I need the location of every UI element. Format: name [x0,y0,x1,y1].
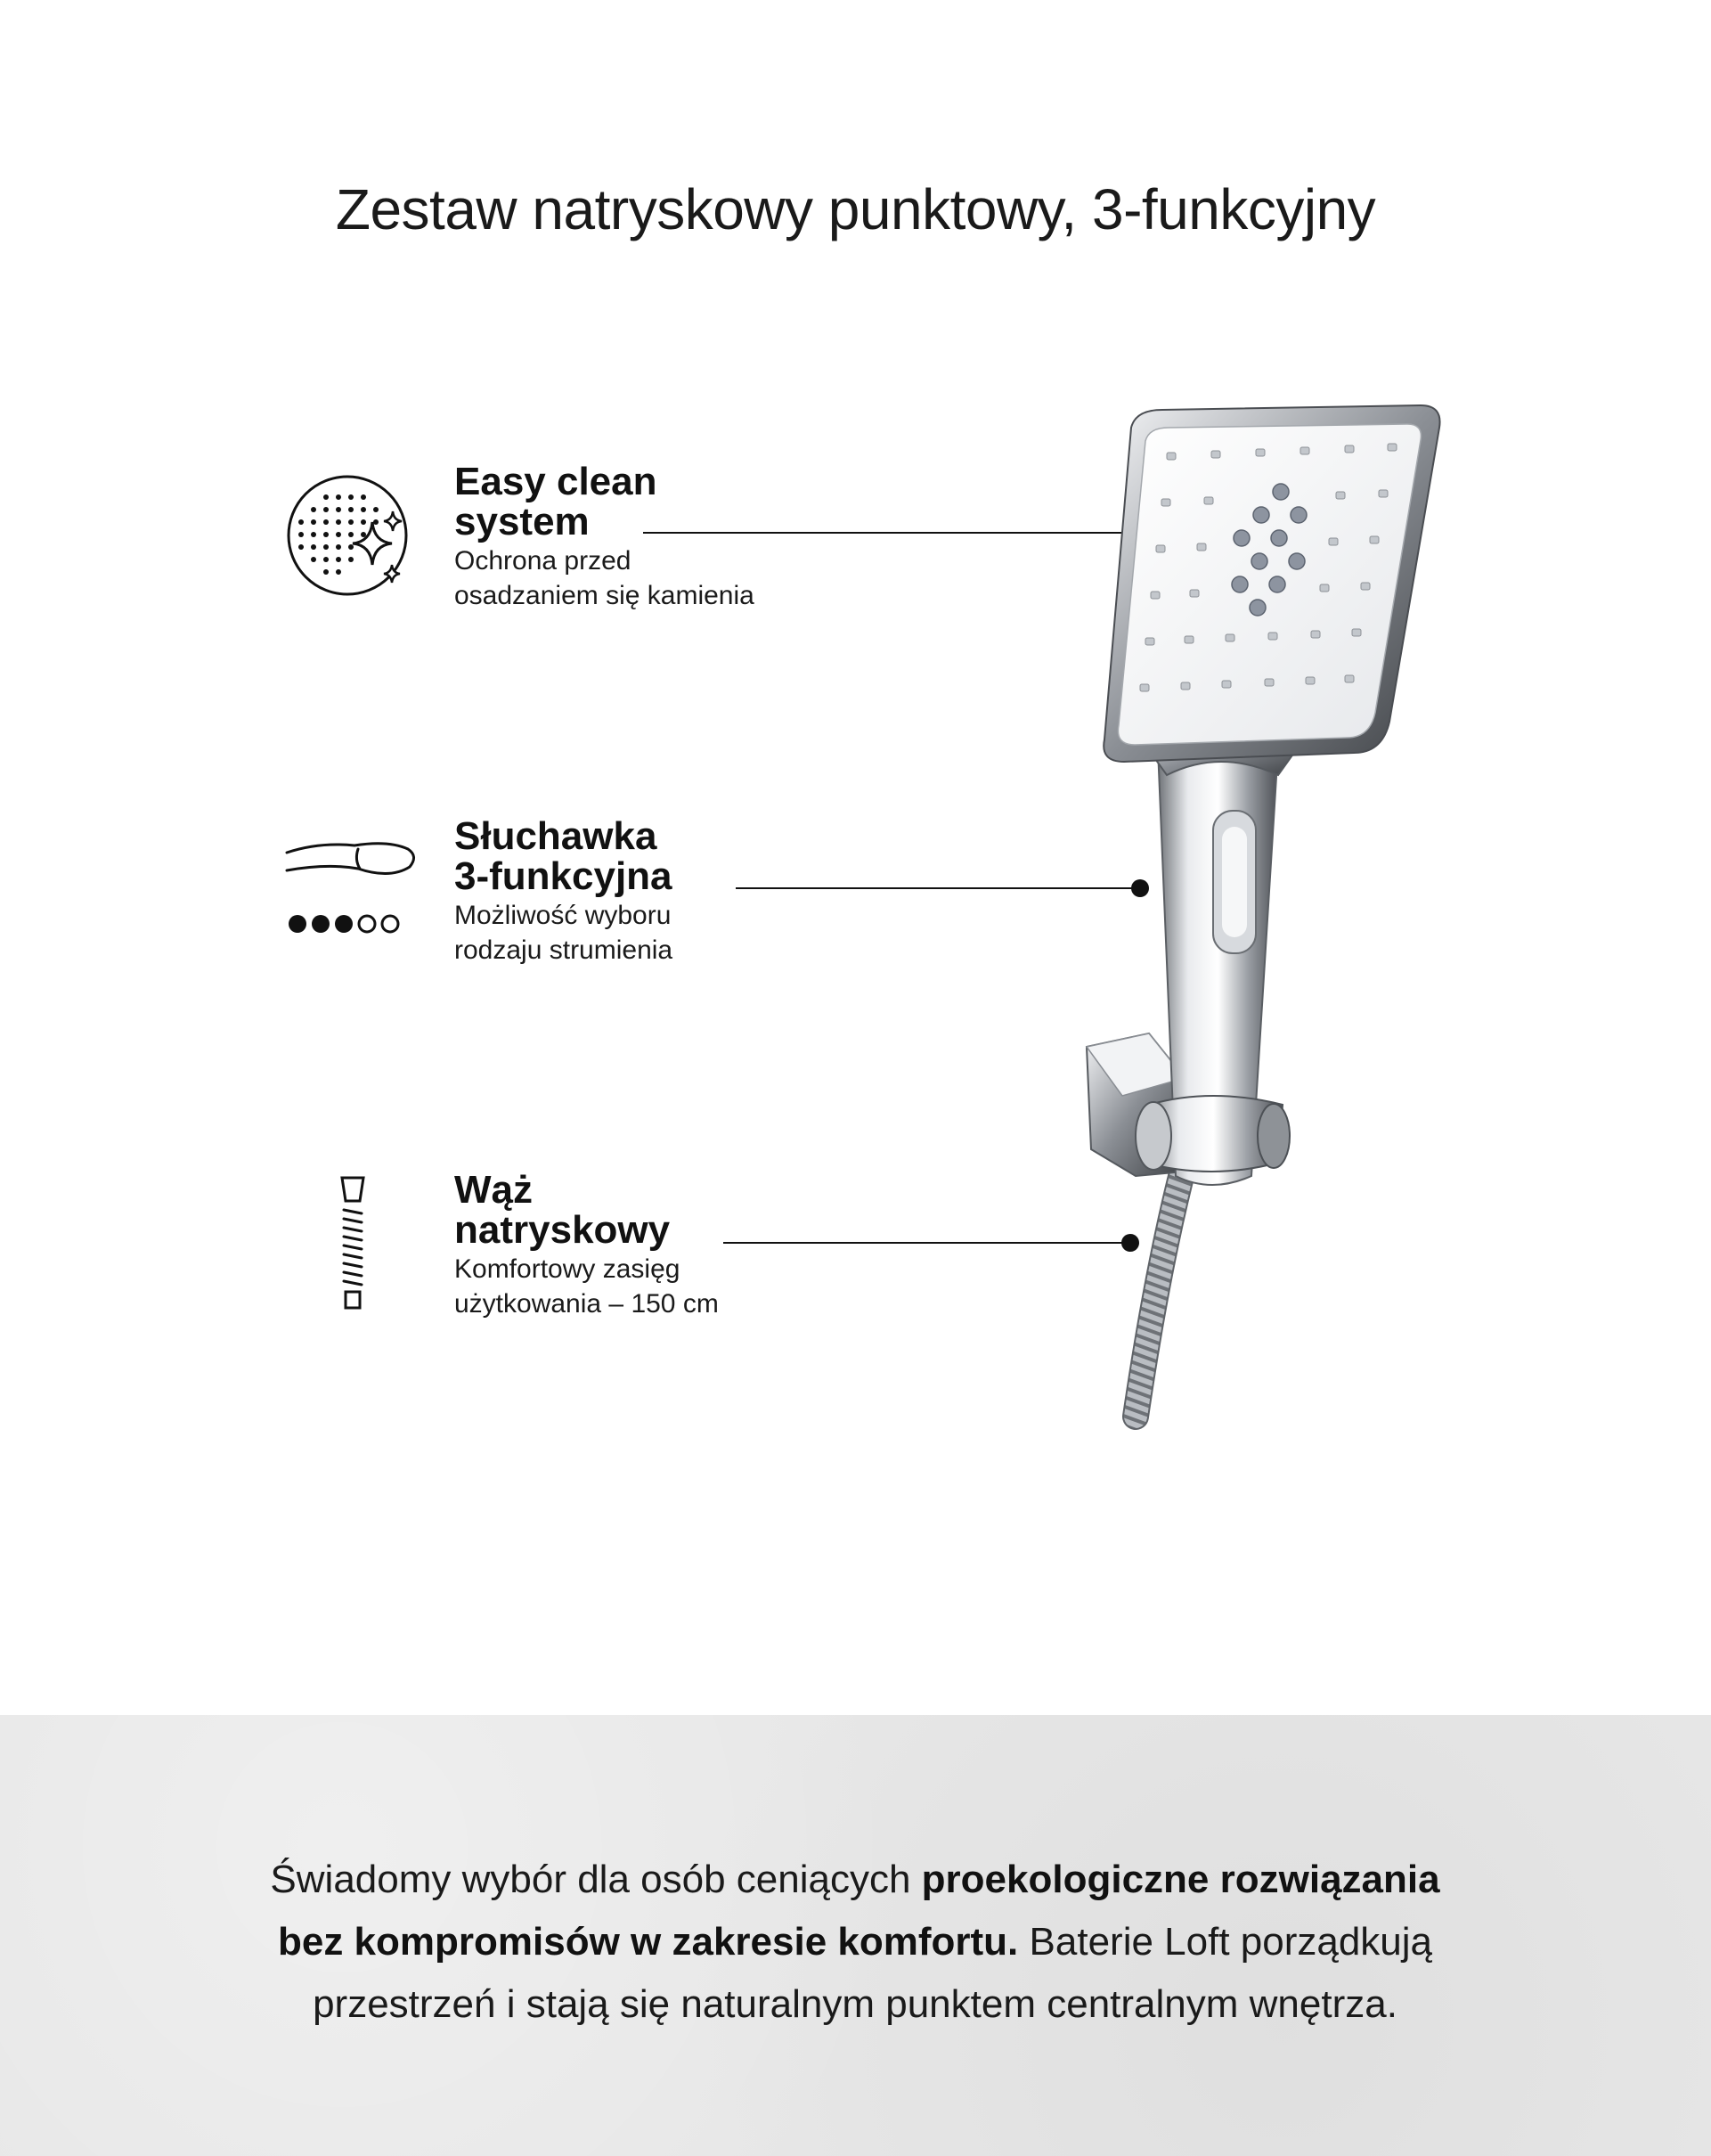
statement-bold2: bez kompromisów w zakresie komfortu. [277,1920,1019,1964]
feature-desc-line2: użytkowania – 150 cm [454,1289,719,1319]
page-title: Zestaw natryskowy punktowy, 3-funkcyjny [335,177,1376,241]
feature-heading-line2: 3-funkcyjna [454,854,672,898]
statement-part3: przestrzeń i stają się naturalnym punktem centralnym wnętrza. [313,1982,1397,2026]
feature-desc-line2: osadzaniem się kamienia [454,581,754,610]
feature-heading-line1: Słuchawka [454,814,657,858]
feature-desc-line1: Ochrona przed [454,546,631,576]
feature-desc-line1: Komfortowy zasięg [454,1254,680,1284]
shower-hose-icon [337,1174,369,1313]
bottom-statement [98,1849,1612,2036]
feature-heading-line2: system [454,500,590,543]
feature-heading-line2: natryskowy [454,1208,671,1252]
statement-part1: Świadomy wybór dla osób ceniących [270,1858,922,1901]
hand-shower-illustration [1051,392,1496,1443]
feature-desc-line1: Możliwość wyboru [454,901,672,930]
feature-heading-line1: Wąż [454,1168,533,1212]
feature-desc-line2: rodzaju strumienia [454,935,673,965]
statement-part2: Baterie Loft porządkują [1018,1920,1433,1964]
feature-heading-line1: Easy clean [454,460,657,503]
shower-head-functions-icon [283,833,426,940]
statement-bold1: proekologiczne rozwiązania [921,1858,1440,1901]
easy-clean-icon [283,470,417,604]
